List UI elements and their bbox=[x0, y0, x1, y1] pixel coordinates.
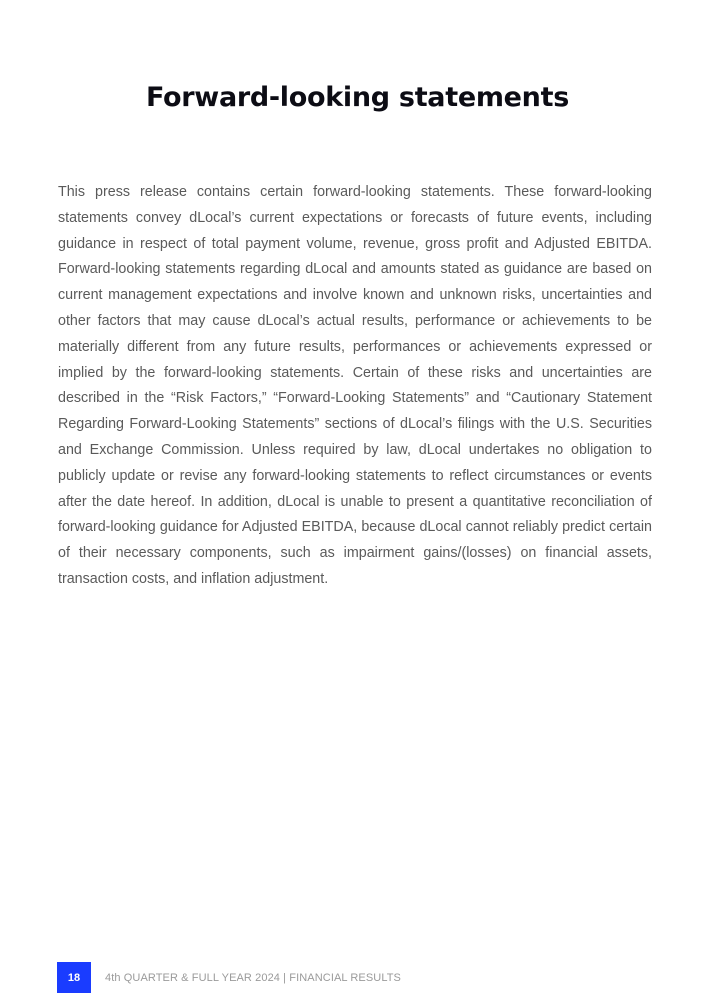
page-title: Forward-looking statements bbox=[145, 82, 569, 113]
body-paragraph: This press release contains certain forward-looking statements. These forward-looking statements convey dLocal’s current expectations or forecasts of future events, including guidance in respect of total payment volume, revenue, gross profit and Adjusted EBITDA. Forward-looking statements regarding dLocal and amounts stated as guidance are based on current management expectations and involve known and unknown risks, uncertainties and other factors that may cause dLocal’s actual results, performance or achievements to be materially different from any future results, performances or achievements expressed or implied by the forward-looking statements. Certain of these risks and uncertainties are described in the “Risk Factors,” “Forward-Looking Statements” and “Cautionary Statement Regarding Forward-Looking Statements” sections of dLocal’s filings with the U.S. Securities and Exchange Commission. Unless required by law, dLocal undertakes no obligation to publicly update or revise any forward-looking statements to reflect circumstances or events after the date hereof. In addition, dLocal is unable to present a quantitative reconciliation of forward-looking guidance for Adjusted EBITDA, because dLocal cannot reliably predict certain of their necessary components, such as impairment gains/(losses) on financial assets, transaction costs, and inflation adjustment. bbox=[58, 184, 652, 587]
page-number-badge: 18 bbox=[57, 962, 91, 993]
page-footer bbox=[57, 962, 401, 993]
footer-label: 4th QUARTER & FULL YEAR 2024 | FINANCIAL RESULTS bbox=[105, 971, 401, 984]
